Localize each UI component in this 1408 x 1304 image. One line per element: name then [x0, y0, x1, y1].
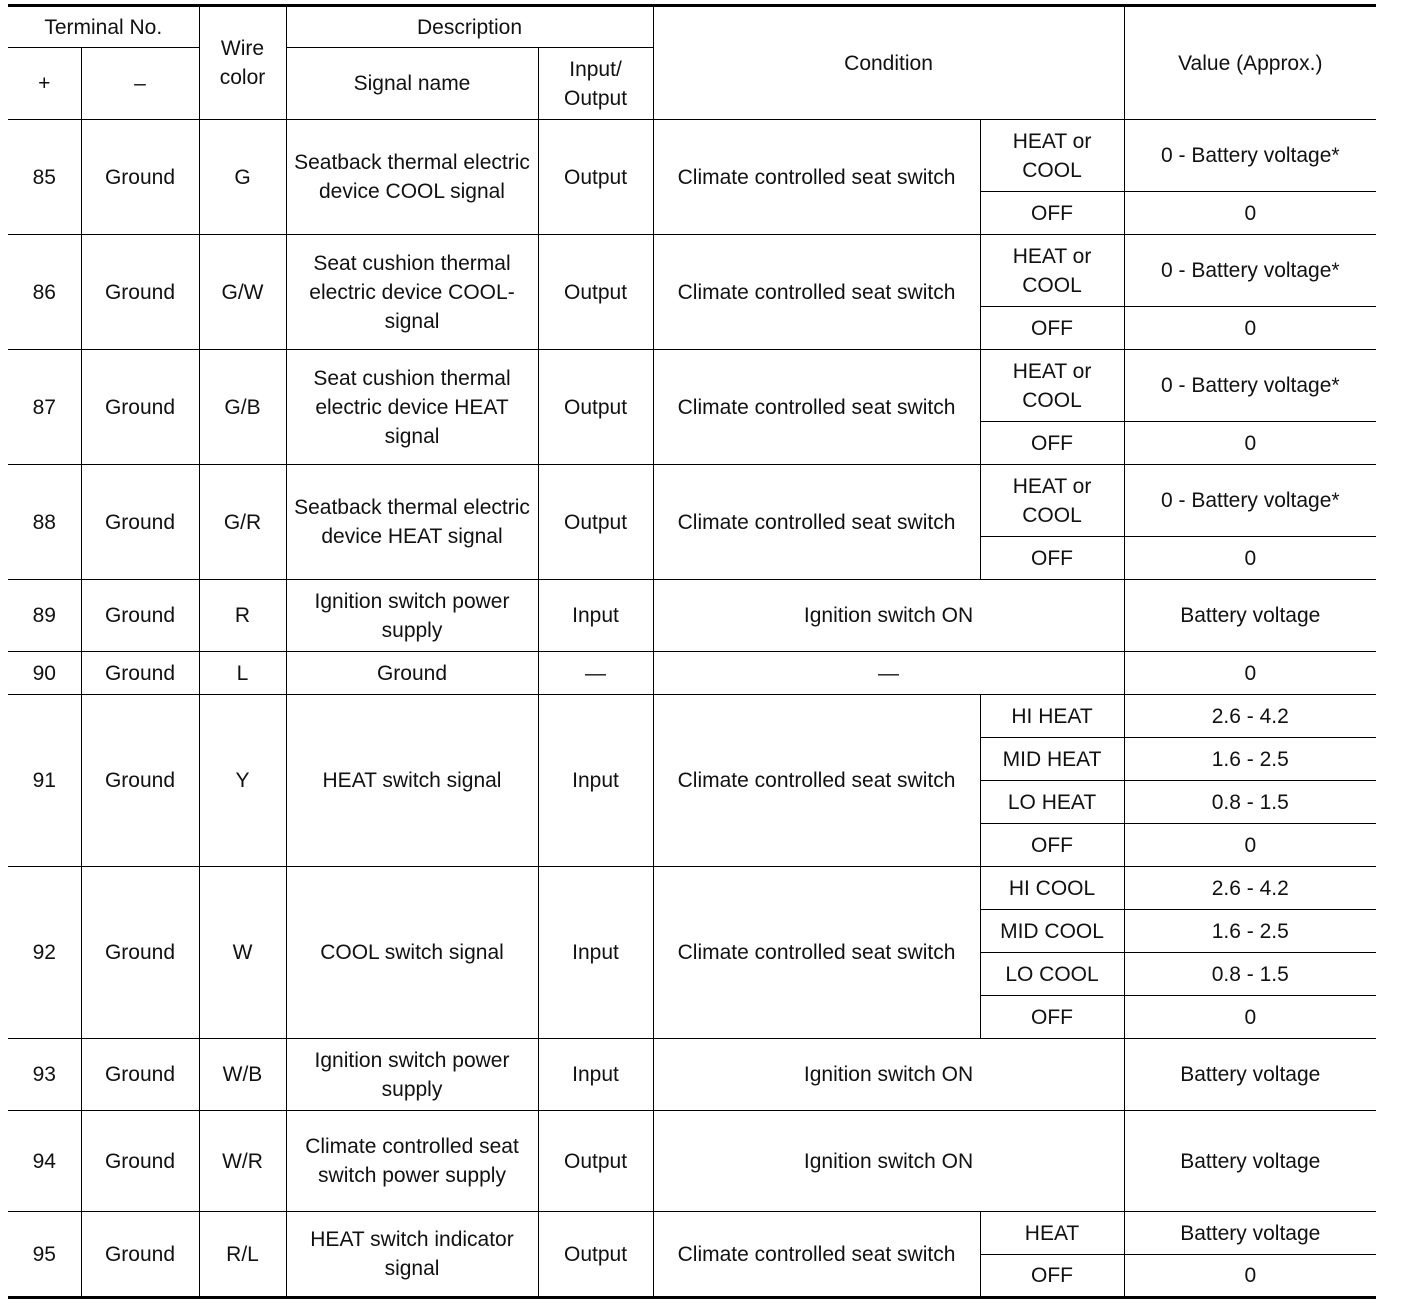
value: 0 [1124, 1255, 1376, 1298]
wire-color: W/R [199, 1111, 286, 1212]
header-signal-name: Signal name [286, 48, 538, 120]
header-description: Description [286, 6, 653, 48]
condition-state: HEAT or COOL [980, 235, 1124, 307]
signal-name: Seat cushion thermal electric device HEAT signal [286, 350, 538, 465]
condition-state: HI HEAT [980, 695, 1124, 738]
condition: Climate controlled seat switch [653, 1212, 980, 1298]
input-output: Input [538, 867, 653, 1039]
terminal-plus: 94 [8, 1111, 81, 1212]
value: Battery voltage [1124, 1111, 1376, 1212]
header-minus: – [81, 48, 199, 120]
header-input-output: Input/ Output [538, 48, 653, 120]
condition-state: OFF [980, 422, 1124, 465]
table-row [8, 652, 1376, 695]
wire-color: W/B [199, 1039, 286, 1111]
table-row [8, 235, 1376, 307]
condition-state: OFF [980, 307, 1124, 350]
signal-name: Ignition switch power supply [286, 1039, 538, 1111]
condition-state: HI COOL [980, 867, 1124, 910]
header-condition: Condition [653, 6, 1124, 120]
wire-color: L [199, 652, 286, 695]
condition-state: LO COOL [980, 953, 1124, 996]
signal-name: HEAT switch indicator signal [286, 1212, 538, 1298]
input-output: Input [538, 580, 653, 652]
condition-state: HEAT or COOL [980, 350, 1124, 422]
condition-state: OFF [980, 192, 1124, 235]
terminal-minus: Ground [81, 235, 199, 350]
value: Battery voltage [1124, 1039, 1376, 1111]
value: 0 - Battery voltage* [1124, 120, 1376, 192]
wire-color: Y [199, 695, 286, 867]
table-body [8, 120, 1376, 1298]
value: 0 [1124, 422, 1376, 465]
signal-name: Seatback thermal electric device HEAT signal [286, 465, 538, 580]
input-output: — [538, 652, 653, 695]
terminal-plus: 85 [8, 120, 81, 235]
condition: Ignition switch ON [653, 1039, 1124, 1111]
signal-name: Ignition switch power supply [286, 580, 538, 652]
condition: Ignition switch ON [653, 580, 1124, 652]
condition-state: OFF [980, 824, 1124, 867]
wire-color: G/W [199, 235, 286, 350]
terminal-plus: 86 [8, 235, 81, 350]
terminal-minus: Ground [81, 695, 199, 867]
signal-name: COOL switch signal [286, 867, 538, 1039]
value: 0 [1124, 537, 1376, 580]
condition: Climate controlled seat switch [653, 235, 980, 350]
value: 0 - Battery voltage* [1124, 350, 1376, 422]
value: 0.8 - 1.5 [1124, 953, 1376, 996]
signal-name: HEAT switch signal [286, 695, 538, 867]
table-row [8, 350, 1376, 422]
condition: Ignition switch ON [653, 1111, 1124, 1212]
terminal-minus: Ground [81, 652, 199, 695]
table-row [8, 1039, 1376, 1111]
terminal-minus: Ground [81, 350, 199, 465]
table-row [8, 695, 1376, 738]
table-row [8, 465, 1376, 537]
signal-name: Seat cushion thermal electric device COOL-signal [286, 235, 538, 350]
header-value: Value (Approx.) [1124, 6, 1376, 120]
condition-state: LO HEAT [980, 781, 1124, 824]
condition: Climate controlled seat switch [653, 695, 980, 867]
value: 0 [1124, 824, 1376, 867]
header-plus: + [8, 48, 81, 120]
value: 2.6 - 4.2 [1124, 695, 1376, 738]
terminal-plus: 95 [8, 1212, 81, 1298]
condition: Climate controlled seat switch [653, 350, 980, 465]
input-output: Input [538, 695, 653, 867]
wire-color: G [199, 120, 286, 235]
value: 0 [1124, 192, 1376, 235]
value: 0.8 - 1.5 [1124, 781, 1376, 824]
terminal-plus: 88 [8, 465, 81, 580]
terminal-minus: Ground [81, 1111, 199, 1212]
value: 0 [1124, 307, 1376, 350]
input-output: Output [538, 465, 653, 580]
table-row [8, 1212, 1376, 1255]
value: Battery voltage [1124, 580, 1376, 652]
header-wire-color: Wire color [199, 6, 286, 120]
value: 0 - Battery voltage* [1124, 235, 1376, 307]
condition: Climate controlled seat switch [653, 465, 980, 580]
terminal-minus: Ground [81, 580, 199, 652]
condition-state: OFF [980, 537, 1124, 580]
condition: — [653, 652, 1124, 695]
table-row [8, 580, 1376, 652]
terminal-plus: 93 [8, 1039, 81, 1111]
wire-color: G/B [199, 350, 286, 465]
condition-state: HEAT or COOL [980, 120, 1124, 192]
value: 1.6 - 2.5 [1124, 738, 1376, 781]
terminal-minus: Ground [81, 465, 199, 580]
wire-color: G/R [199, 465, 286, 580]
value: 2.6 - 4.2 [1124, 867, 1376, 910]
header-terminal-no: Terminal No. [8, 6, 199, 48]
terminal-plus: 87 [8, 350, 81, 465]
wire-color: R/L [199, 1212, 286, 1298]
terminal-minus: Ground [81, 1212, 199, 1298]
condition-state: OFF [980, 996, 1124, 1039]
table-row [8, 867, 1376, 910]
condition: Climate controlled seat switch [653, 120, 980, 235]
value: 0 [1124, 652, 1376, 695]
input-output: Input [538, 1039, 653, 1111]
terminal-minus: Ground [81, 867, 199, 1039]
table-row [8, 120, 1376, 192]
input-output: Output [538, 235, 653, 350]
condition-state: OFF [980, 1255, 1124, 1298]
value: 0 [1124, 996, 1376, 1039]
condition-state: MID COOL [980, 910, 1124, 953]
input-output: Output [538, 1212, 653, 1298]
condition: Climate controlled seat switch [653, 867, 980, 1039]
terminal-plus: 92 [8, 867, 81, 1039]
terminal-plus: 91 [8, 695, 81, 867]
input-output: Output [538, 1111, 653, 1212]
signal-name: Climate controlled seat switch power supply [286, 1111, 538, 1212]
terminal-plus: 89 [8, 580, 81, 652]
value: 0 - Battery voltage* [1124, 465, 1376, 537]
condition-state: MID HEAT [980, 738, 1124, 781]
wire-color: W [199, 867, 286, 1039]
value: Battery voltage [1124, 1212, 1376, 1255]
input-output: Output [538, 350, 653, 465]
condition-state: HEAT or COOL [980, 465, 1124, 537]
value: 1.6 - 2.5 [1124, 910, 1376, 953]
wire-color: R [199, 580, 286, 652]
table-row [8, 1111, 1376, 1212]
signal-name: Ground [286, 652, 538, 695]
signal-name: Seatback thermal electric device COOL signal [286, 120, 538, 235]
terminal-spec-table [8, 4, 1376, 1299]
terminal-plus: 90 [8, 652, 81, 695]
input-output: Output [538, 120, 653, 235]
terminal-minus: Ground [81, 120, 199, 235]
terminal-minus: Ground [81, 1039, 199, 1111]
condition-state: HEAT [980, 1212, 1124, 1255]
